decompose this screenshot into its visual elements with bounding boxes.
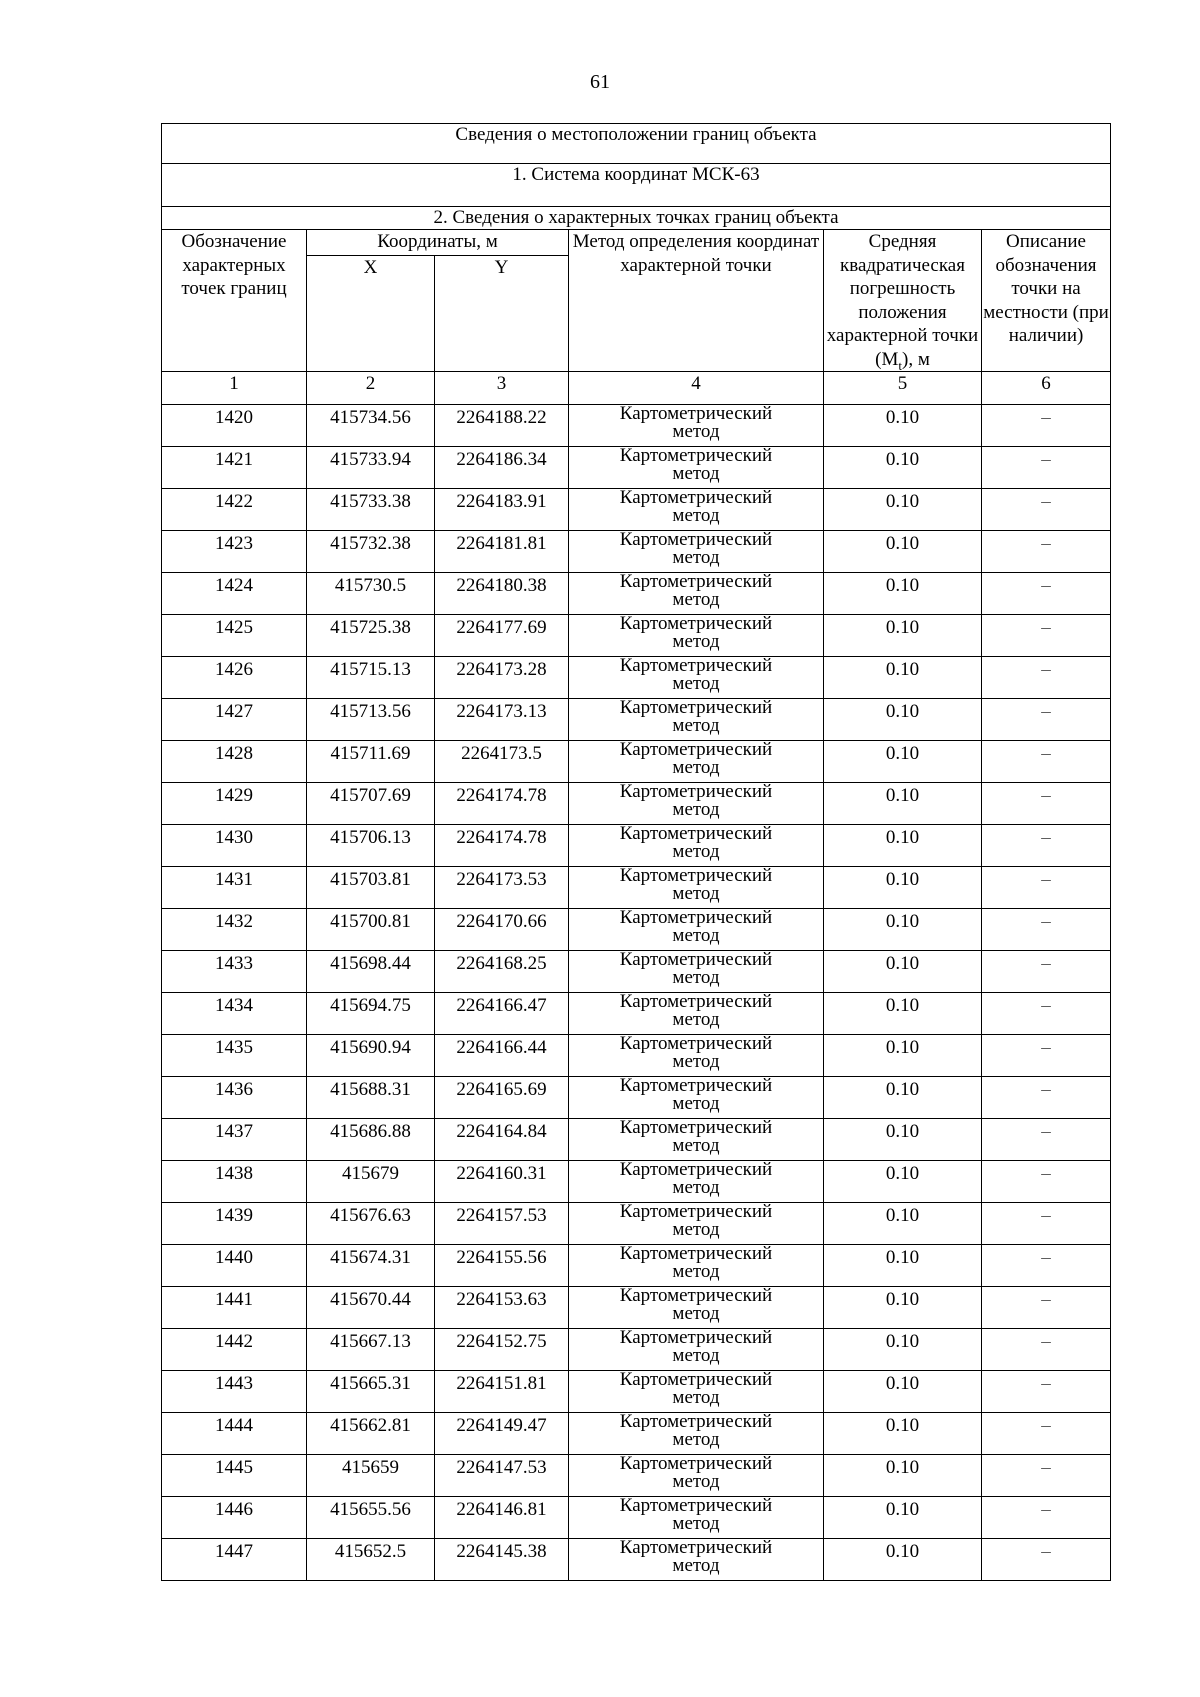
accuracy-cell: 0.10: [824, 573, 982, 615]
description-cell: –: [982, 867, 1111, 909]
point-id-cell: 1444: [162, 1413, 307, 1455]
method-cell: [569, 1287, 824, 1329]
table-row: [162, 1161, 1111, 1203]
table-row: [162, 825, 1111, 867]
method-line-1: Картометрический: [619, 1495, 773, 1516]
table-row: [162, 489, 1111, 531]
x-coordinate-cell: 415732.38: [307, 531, 435, 573]
method-line-2: метод: [672, 1051, 720, 1072]
point-id-cell: 1422: [162, 489, 307, 531]
x-coordinate-cell: 415707.69: [307, 783, 435, 825]
coordinate-system-row: [162, 164, 1111, 207]
accuracy-cell: 0.10: [824, 1161, 982, 1203]
accuracy-cell: 0.10: [824, 1245, 982, 1287]
description-cell: –: [982, 1203, 1111, 1245]
y-coordinate-cell: 2264173.28: [435, 657, 569, 699]
y-coordinate-cell: 2264147.53: [435, 1455, 569, 1497]
x-coordinate-cell: 415674.31: [307, 1245, 435, 1287]
method-cell: [569, 1119, 824, 1161]
method-line-2: метод: [672, 757, 720, 778]
header-x: X: [307, 255, 435, 371]
description-cell: –: [982, 1245, 1111, 1287]
x-coordinate-cell: 415706.13: [307, 825, 435, 867]
method-line-2: метод: [672, 1219, 720, 1240]
table-row: [162, 1245, 1111, 1287]
section-title-row: [162, 207, 1111, 230]
point-id-cell: 1427: [162, 699, 307, 741]
x-coordinate-cell: 415725.38: [307, 615, 435, 657]
table-row: [162, 951, 1111, 993]
accuracy-cell: 0.10: [824, 951, 982, 993]
method-line-1: Картометрический: [619, 1369, 773, 1390]
method-cell: [569, 825, 824, 867]
method-line-1: Картометрический: [619, 1537, 773, 1558]
method-cell: [569, 1539, 824, 1581]
method-cell: [569, 531, 824, 573]
point-id-cell: 1426: [162, 657, 307, 699]
method-cell: [569, 993, 824, 1035]
table-row: [162, 867, 1111, 909]
method-line-2: метод: [672, 883, 720, 904]
method-line-1: Картометрический: [619, 865, 773, 886]
method-cell: [569, 1245, 824, 1287]
table-row: [162, 1455, 1111, 1497]
column-number: 4: [569, 372, 824, 405]
header-method: Метод определения координат характерной точки: [569, 230, 824, 372]
method-cell: [569, 1497, 824, 1539]
table-row: [162, 1539, 1111, 1581]
accuracy-cell: 0.10: [824, 489, 982, 531]
method-line-2: метод: [672, 547, 720, 568]
column-number: 3: [435, 372, 569, 405]
header-description: Описание обозначения точки на местности (при наличии): [982, 230, 1111, 372]
description-cell: –: [982, 1539, 1111, 1581]
method-cell: [569, 573, 824, 615]
point-id-cell: 1430: [162, 825, 307, 867]
y-coordinate-cell: 2264155.56: [435, 1245, 569, 1287]
method-line-1: Картометрический: [619, 697, 773, 718]
y-coordinate-cell: 2264157.53: [435, 1203, 569, 1245]
accuracy-cell: 0.10: [824, 993, 982, 1035]
method-line-1: Картометрический: [619, 1159, 773, 1180]
x-coordinate-cell: 415730.5: [307, 573, 435, 615]
accuracy-cell: 0.10: [824, 825, 982, 867]
y-coordinate-cell: 2264168.25: [435, 951, 569, 993]
column-number: 5: [824, 372, 982, 405]
description-cell: –: [982, 489, 1111, 531]
header-point-designation: Обозначение характерных точек границ: [162, 230, 307, 372]
method-line-2: метод: [672, 1177, 720, 1198]
table-row: [162, 993, 1111, 1035]
description-cell: –: [982, 1371, 1111, 1413]
method-line-1: Картометрический: [619, 529, 773, 550]
table-row: [162, 1119, 1111, 1161]
header-accuracy-text: Средняя квадратическая погрешность положения характерной точки (М: [826, 231, 979, 370]
table-row: [162, 615, 1111, 657]
y-coordinate-cell: 2264173.13: [435, 699, 569, 741]
accuracy-cell: 0.10: [824, 1077, 982, 1119]
point-id-cell: 1420: [162, 405, 307, 447]
method-line-1: Картометрический: [619, 445, 773, 466]
accuracy-cell: 0.10: [824, 699, 982, 741]
method-cell: [569, 1455, 824, 1497]
method-cell: [569, 1413, 824, 1455]
accuracy-cell: 0.10: [824, 1455, 982, 1497]
method-cell: [569, 699, 824, 741]
column-number-row: [162, 372, 1111, 405]
method-line-1: Картометрический: [619, 403, 773, 424]
table-row: [162, 909, 1111, 951]
column-number: 2: [307, 372, 435, 405]
table-row: [162, 741, 1111, 783]
method-cell: [569, 867, 824, 909]
description-cell: –: [982, 615, 1111, 657]
y-coordinate-cell: 2264177.69: [435, 615, 569, 657]
y-coordinate-cell: 2264186.34: [435, 447, 569, 489]
x-coordinate-cell: 415715.13: [307, 657, 435, 699]
method-cell: [569, 909, 824, 951]
accuracy-cell: 0.10: [824, 867, 982, 909]
method-line-2: метод: [672, 1093, 720, 1114]
table-row: [162, 783, 1111, 825]
table-row: [162, 1497, 1111, 1539]
x-coordinate-cell: 415733.94: [307, 447, 435, 489]
point-id-cell: 1442: [162, 1329, 307, 1371]
description-cell: –: [982, 825, 1111, 867]
y-coordinate-cell: 2264145.38: [435, 1539, 569, 1581]
method-cell: [569, 741, 824, 783]
x-coordinate-cell: 415686.88: [307, 1119, 435, 1161]
method-line-1: Картометрический: [619, 1285, 773, 1306]
x-coordinate-cell: 415698.44: [307, 951, 435, 993]
accuracy-cell: 0.10: [824, 1035, 982, 1077]
method-line-2: метод: [672, 715, 720, 736]
method-line-1: Картометрический: [619, 1453, 773, 1474]
accuracy-cell: 0.10: [824, 657, 982, 699]
method-line-2: метод: [672, 1261, 720, 1282]
accuracy-cell: 0.10: [824, 1497, 982, 1539]
method-line-2: метод: [672, 1513, 720, 1534]
method-line-2: метод: [672, 463, 720, 484]
header-y: Y: [435, 255, 569, 371]
x-coordinate-cell: 415703.81: [307, 867, 435, 909]
x-coordinate-cell: 415700.81: [307, 909, 435, 951]
y-coordinate-cell: 2264180.38: [435, 573, 569, 615]
point-id-cell: 1431: [162, 867, 307, 909]
point-id-cell: 1441: [162, 1287, 307, 1329]
accuracy-cell: 0.10: [824, 447, 982, 489]
method-line-2: метод: [672, 967, 720, 988]
method-line-1: Картометрический: [619, 739, 773, 760]
y-coordinate-cell: 2264174.78: [435, 825, 569, 867]
method-line-2: метод: [672, 505, 720, 526]
point-id-cell: 1429: [162, 783, 307, 825]
table-row: [162, 1203, 1111, 1245]
method-line-1: Картометрический: [619, 781, 773, 802]
table-row: [162, 1371, 1111, 1413]
description-cell: –: [982, 1077, 1111, 1119]
y-coordinate-cell: 2264165.69: [435, 1077, 569, 1119]
description-cell: –: [982, 909, 1111, 951]
method-line-2: метод: [672, 421, 720, 442]
x-coordinate-cell: 415734.56: [307, 405, 435, 447]
accuracy-cell: 0.10: [824, 405, 982, 447]
y-coordinate-cell: 2264188.22: [435, 405, 569, 447]
accuracy-cell: 0.10: [824, 1413, 982, 1455]
accuracy-cell: 0.10: [824, 615, 982, 657]
x-coordinate-cell: 415713.56: [307, 699, 435, 741]
method-line-1: Картометрический: [619, 1117, 773, 1138]
accuracy-cell: 0.10: [824, 1119, 982, 1161]
method-line-2: метод: [672, 1345, 720, 1366]
method-line-1: Картометрический: [619, 571, 773, 592]
method-line-1: Картометрический: [619, 949, 773, 970]
description-cell: –: [982, 573, 1111, 615]
accuracy-cell: 0.10: [824, 1329, 982, 1371]
y-coordinate-cell: 2264173.53: [435, 867, 569, 909]
header-accuracy-unit: ), м: [902, 348, 930, 370]
y-coordinate-cell: 2264152.75: [435, 1329, 569, 1371]
column-number: 1: [162, 372, 307, 405]
table-row: [162, 1077, 1111, 1119]
table-row: [162, 699, 1111, 741]
method-line-1: Картометрический: [619, 823, 773, 844]
x-coordinate-cell: 415676.63: [307, 1203, 435, 1245]
section-title: 2. Сведения о характерных точках границ объекта: [162, 207, 1111, 230]
method-line-2: метод: [672, 925, 720, 946]
point-id-cell: 1443: [162, 1371, 307, 1413]
method-cell: [569, 489, 824, 531]
point-id-cell: 1435: [162, 1035, 307, 1077]
header-coordinates: Координаты, м: [307, 230, 569, 256]
y-coordinate-cell: 2264153.63: [435, 1287, 569, 1329]
method-line-1: Картометрический: [619, 655, 773, 676]
point-id-cell: 1438: [162, 1161, 307, 1203]
method-line-2: метод: [672, 799, 720, 820]
point-id-cell: 1437: [162, 1119, 307, 1161]
method-cell: [569, 783, 824, 825]
method-line-1: Картометрический: [619, 487, 773, 508]
header-accuracy-subscript: t: [898, 357, 902, 373]
method-cell: [569, 1035, 824, 1077]
description-cell: –: [982, 531, 1111, 573]
y-coordinate-cell: 2264146.81: [435, 1497, 569, 1539]
description-cell: –: [982, 657, 1111, 699]
point-id-cell: 1421: [162, 447, 307, 489]
point-id-cell: 1447: [162, 1539, 307, 1581]
description-cell: –: [982, 1119, 1111, 1161]
description-cell: –: [982, 951, 1111, 993]
accuracy-cell: 0.10: [824, 1371, 982, 1413]
x-coordinate-cell: 415670.44: [307, 1287, 435, 1329]
method-cell: [569, 1329, 824, 1371]
x-coordinate-cell: 415733.38: [307, 489, 435, 531]
point-id-cell: 1440: [162, 1245, 307, 1287]
x-coordinate-cell: 415659: [307, 1455, 435, 1497]
y-coordinate-cell: 2264166.47: [435, 993, 569, 1035]
table-row: [162, 405, 1111, 447]
table-row: [162, 1329, 1111, 1371]
method-cell: [569, 405, 824, 447]
table-row: [162, 657, 1111, 699]
point-id-cell: 1433: [162, 951, 307, 993]
description-cell: –: [982, 1455, 1111, 1497]
method-line-1: Картометрический: [619, 1243, 773, 1264]
method-line-1: Картометрический: [619, 1327, 773, 1348]
table-title: Сведения о местоположении границ объекта: [162, 124, 1111, 164]
method-line-1: Картометрический: [619, 1201, 773, 1222]
method-cell: [569, 657, 824, 699]
description-cell: –: [982, 405, 1111, 447]
y-coordinate-cell: 2264174.78: [435, 783, 569, 825]
method-line-2: метод: [672, 1009, 720, 1030]
x-coordinate-cell: 415690.94: [307, 1035, 435, 1077]
description-cell: –: [982, 1161, 1111, 1203]
description-cell: –: [982, 993, 1111, 1035]
method-line-2: метод: [672, 631, 720, 652]
method-cell: [569, 951, 824, 993]
method-line-1: Картометрический: [619, 907, 773, 928]
description-cell: –: [982, 741, 1111, 783]
point-id-cell: 1445: [162, 1455, 307, 1497]
description-cell: –: [982, 1497, 1111, 1539]
x-coordinate-cell: 415662.81: [307, 1413, 435, 1455]
y-coordinate-cell: 2264149.47: [435, 1413, 569, 1455]
point-id-cell: 1423: [162, 531, 307, 573]
table-title-row: [162, 124, 1111, 164]
point-id-cell: 1432: [162, 909, 307, 951]
x-coordinate-cell: 415665.31: [307, 1371, 435, 1413]
method-line-2: метод: [672, 1135, 720, 1156]
x-coordinate-cell: 415711.69: [307, 741, 435, 783]
method-line-2: метод: [672, 1429, 720, 1450]
point-id-cell: 1439: [162, 1203, 307, 1245]
x-coordinate-cell: 415694.75: [307, 993, 435, 1035]
accuracy-cell: 0.10: [824, 783, 982, 825]
accuracy-cell: 0.10: [824, 909, 982, 951]
accuracy-cell: 0.10: [824, 741, 982, 783]
point-id-cell: 1425: [162, 615, 307, 657]
method-cell: [569, 1077, 824, 1119]
point-id-cell: 1428: [162, 741, 307, 783]
table-row: [162, 531, 1111, 573]
description-cell: –: [982, 1329, 1111, 1371]
column-number: 6: [982, 372, 1111, 405]
y-coordinate-cell: 2264151.81: [435, 1371, 569, 1413]
y-coordinate-cell: 2264183.91: [435, 489, 569, 531]
description-cell: –: [982, 1413, 1111, 1455]
method-line-2: метод: [672, 1471, 720, 1492]
method-line-2: метод: [672, 673, 720, 694]
page-number: 61: [590, 71, 610, 93]
description-cell: –: [982, 699, 1111, 741]
method-cell: [569, 1161, 824, 1203]
accuracy-cell: 0.10: [824, 1203, 982, 1245]
method-line-1: Картометрический: [619, 991, 773, 1012]
method-cell: [569, 447, 824, 489]
table-row: [162, 1035, 1111, 1077]
y-coordinate-cell: 2264173.5: [435, 741, 569, 783]
boundary-points-table: [161, 123, 1111, 1581]
table-row: [162, 1413, 1111, 1455]
method-line-1: Картометрический: [619, 1411, 773, 1432]
x-coordinate-cell: 415652.5: [307, 1539, 435, 1581]
method-line-2: метод: [672, 1303, 720, 1324]
method-line-2: метод: [672, 1555, 720, 1576]
method-line-1: Картометрический: [619, 613, 773, 634]
table-row: [162, 447, 1111, 489]
y-coordinate-cell: 2264160.31: [435, 1161, 569, 1203]
x-coordinate-cell: 415655.56: [307, 1497, 435, 1539]
accuracy-cell: 0.10: [824, 531, 982, 573]
table-row: [162, 1287, 1111, 1329]
coordinate-system: 1. Система координат МСК-63: [162, 164, 1111, 207]
method-line-1: Картометрический: [619, 1075, 773, 1096]
method-cell: [569, 1203, 824, 1245]
x-coordinate-cell: 415688.31: [307, 1077, 435, 1119]
method-line-1: Картометрический: [619, 1033, 773, 1054]
x-coordinate-cell: 415679: [307, 1161, 435, 1203]
x-coordinate-cell: 415667.13: [307, 1329, 435, 1371]
point-id-cell: 1424: [162, 573, 307, 615]
point-id-cell: 1446: [162, 1497, 307, 1539]
description-cell: –: [982, 447, 1111, 489]
accuracy-cell: 0.10: [824, 1539, 982, 1581]
description-cell: –: [982, 1287, 1111, 1329]
point-id-cell: 1436: [162, 1077, 307, 1119]
accuracy-cell: 0.10: [824, 1287, 982, 1329]
method-cell: [569, 615, 824, 657]
y-coordinate-cell: 2264181.81: [435, 531, 569, 573]
header-row: [162, 230, 1111, 256]
description-cell: –: [982, 1035, 1111, 1077]
point-id-cell: 1434: [162, 993, 307, 1035]
method-cell: [569, 1371, 824, 1413]
y-coordinate-cell: 2264170.66: [435, 909, 569, 951]
method-line-2: метод: [672, 1387, 720, 1408]
method-line-2: метод: [672, 841, 720, 862]
y-coordinate-cell: 2264164.84: [435, 1119, 569, 1161]
y-coordinate-cell: 2264166.44: [435, 1035, 569, 1077]
method-line-2: метод: [672, 589, 720, 610]
header-accuracy: [824, 230, 982, 372]
table-row: [162, 573, 1111, 615]
description-cell: –: [982, 783, 1111, 825]
